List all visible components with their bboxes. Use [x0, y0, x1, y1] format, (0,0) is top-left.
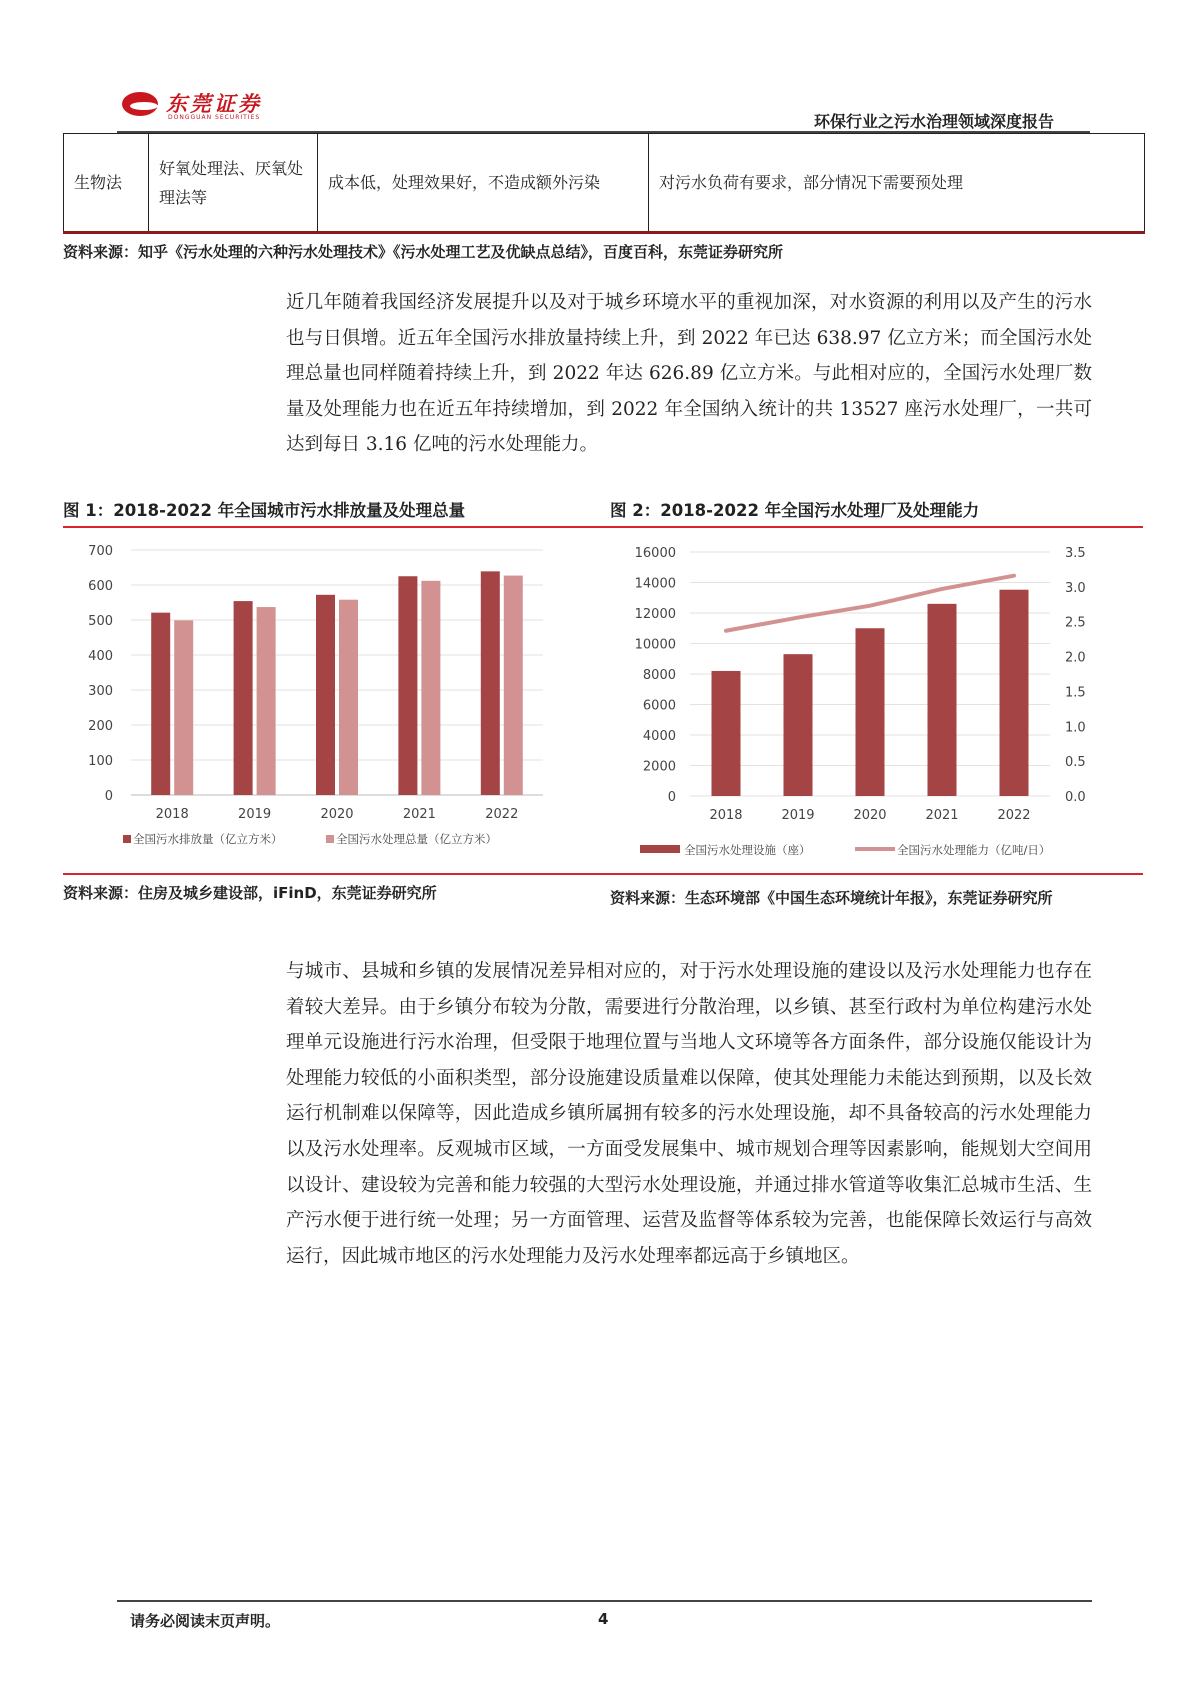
legend-swatch [326, 835, 334, 843]
bar-facilities [784, 654, 813, 796]
bar-treated [421, 581, 440, 795]
bar-facilities [1000, 590, 1029, 796]
x-tick-label: 2022 [485, 807, 519, 822]
legend-label: 全国污水排放量（亿立方米） [133, 832, 283, 846]
bar-treated [339, 600, 358, 795]
y-tick-label: 600 [88, 579, 113, 594]
table-cell: 好氧处理法、厌氧处理法等 [149, 134, 318, 233]
table-source: 资料来源：知乎《污水处理的六种污水处理技术》《污水处理工艺及优缺点总结》，百度百科，东莞证券研究所 [63, 243, 784, 261]
y2-tick-label: 1.5 [1065, 685, 1086, 701]
figure1-title: 图 1：2018-2022 年全国城市污水排放量及处理总量 [63, 501, 466, 520]
logo-text: 东莞证券 [166, 91, 262, 116]
x-tick-label: 2022 [997, 808, 1031, 823]
page-number: 4 [598, 1610, 609, 1628]
figure1-source: 资料来源：住房及城乡建设部，iFinD，东莞证券研究所 [63, 884, 437, 902]
y2-tick-label: 2.0 [1065, 650, 1086, 666]
y-tick-label: 400 [88, 649, 113, 664]
legend-label: 全国污水处理总量（亿立方米） [336, 832, 497, 846]
logo-mark-icon [122, 92, 158, 116]
body-paragraph: 近几年随着我国经济发展提升以及对于城乡环境水平的重视加深，对水资源的利用以及产生的污水也与日俱增。近五年全国污水排放量持续上升，到 2022 年已达 638.97 亿立方米；而全国污水处理总量也同样随着持续上升，到 2022 年达 626.89 亿立方米。与此相对应的，全国污水处理厂数量及处理能力也在近五年持续增加，到 2022 年全国纳入统计的共 13527 座污水处理厂，一共可达到每日 3.16 亿吨的污水处理能力。 [286, 292, 1092, 456]
bar-treated [257, 607, 276, 795]
table-row [64, 134, 1145, 233]
y-tick-label: 16000 [634, 546, 676, 561]
chart-2 [610, 530, 1145, 870]
bar-discharge [151, 613, 170, 795]
bar-facilities [712, 671, 741, 796]
chart-1 [63, 530, 593, 870]
line-capacity [726, 576, 1014, 631]
y-tick-label: 4000 [642, 729, 676, 744]
table-cell: 对污水负荷有要求，部分情况下需要预处理 [649, 134, 1145, 233]
table-cell: 生物法 [64, 134, 149, 233]
bar-discharge [481, 571, 500, 795]
body-paragraph: 与城市、县城和乡镇的发展情况差异相对应的，对于污水处理设施的建设以及污水处理能力也存在着较大差异。由于乡镇分布较为分散，需要进行分散治理，以乡镇、甚至行政村为单位构建污水处理单元设施进行污水治理，但受限于地理位置与当地人文环境等各方面条件，部分设施仅能设计为处理能力较低的小面积类型，部分设施建设质量难以保障，使其处理能力未能达到预期，以及长效运行机制难以保障等，因此造成乡镇所属拥有较多的污水处理设施，却不具备较高的污水处理能力以及污水处理率。反观城市区域，一方面受发展集中、城市规划合理等因素影响，能规划大空间用以设计、建设较为完善和能力较强的大型污水处理设施，并通过排水管道等收集汇总城市生活、生产污水便于进行统一处理；另一方面管理、运营及监督等体系较为完善，也能保障长效运行与高效运行，因此城市地区的污水处理能力及污水处理率都远高于乡镇地区。 [286, 961, 1092, 1267]
legend-swatch [123, 835, 131, 843]
y2-tick-label: 1.0 [1065, 720, 1086, 736]
company-logo [122, 90, 302, 122]
legend-label: 全国污水处理设施（座） [684, 843, 811, 857]
y-tick-label: 0 [104, 789, 113, 804]
y-tick-label: 12000 [634, 607, 676, 622]
bar-facilities [928, 604, 957, 796]
x-tick-label: 2021 [925, 808, 959, 823]
figure-bottom-rule [63, 873, 1143, 875]
x-tick-label: 2019 [238, 807, 272, 822]
bar-discharge [316, 595, 335, 795]
logo-subtext: DONGGUAN SECURITIES [168, 114, 261, 121]
report-title: 环保行业之污水治理领域深度报告 [813, 112, 1054, 131]
figure2-title: 图 2：2018-2022 年全国污水处理厂及处理能力 [610, 501, 980, 520]
x-tick-label: 2018 [155, 807, 189, 822]
figure-top-rule [63, 526, 1143, 528]
y-tick-label: 700 [88, 544, 113, 559]
x-tick-label: 2019 [781, 808, 815, 823]
y-tick-label: 100 [88, 754, 113, 769]
footer-disclaimer: 请务必阅读末页声明。 [130, 1612, 281, 1630]
y-tick-label: 0 [667, 790, 676, 805]
y-tick-label: 6000 [642, 698, 676, 714]
y-tick-label: 10000 [634, 637, 676, 653]
table-cell: 成本低，处理效果好，不造成额外污染 [318, 134, 649, 233]
y-tick-label: 200 [88, 719, 113, 734]
y2-tick-label: 2.5 [1065, 615, 1086, 631]
x-tick-label: 2021 [402, 807, 436, 822]
bar-discharge [234, 601, 253, 795]
x-tick-label: 2020 [853, 808, 887, 823]
y-tick-label: 2000 [642, 759, 676, 775]
bar-discharge [398, 576, 417, 795]
footer-divider [117, 1600, 1092, 1602]
y-tick-label: 500 [88, 614, 113, 629]
legend-swatch-bar [640, 845, 680, 853]
x-tick-label: 2020 [320, 807, 354, 822]
y-tick-label: 8000 [642, 668, 676, 683]
y2-tick-label: 3.5 [1065, 546, 1086, 561]
bar-treated [174, 620, 193, 795]
y2-tick-label: 0.5 [1065, 755, 1086, 771]
y2-tick-label: 3.0 [1065, 580, 1086, 596]
figure2-source: 资料来源：生态环境部《中国生态环境统计年报》，东莞证券研究所 [610, 889, 1053, 907]
x-tick-label: 2018 [709, 808, 743, 823]
bar-facilities [856, 628, 885, 796]
y-tick-label: 14000 [634, 576, 676, 592]
methods-table [63, 133, 1145, 234]
y2-tick-label: 0.0 [1065, 790, 1086, 805]
y-tick-label: 300 [88, 684, 113, 699]
bar-treated [504, 576, 523, 795]
legend-label: 全国污水处理能力（亿吨/日） [897, 843, 1051, 857]
